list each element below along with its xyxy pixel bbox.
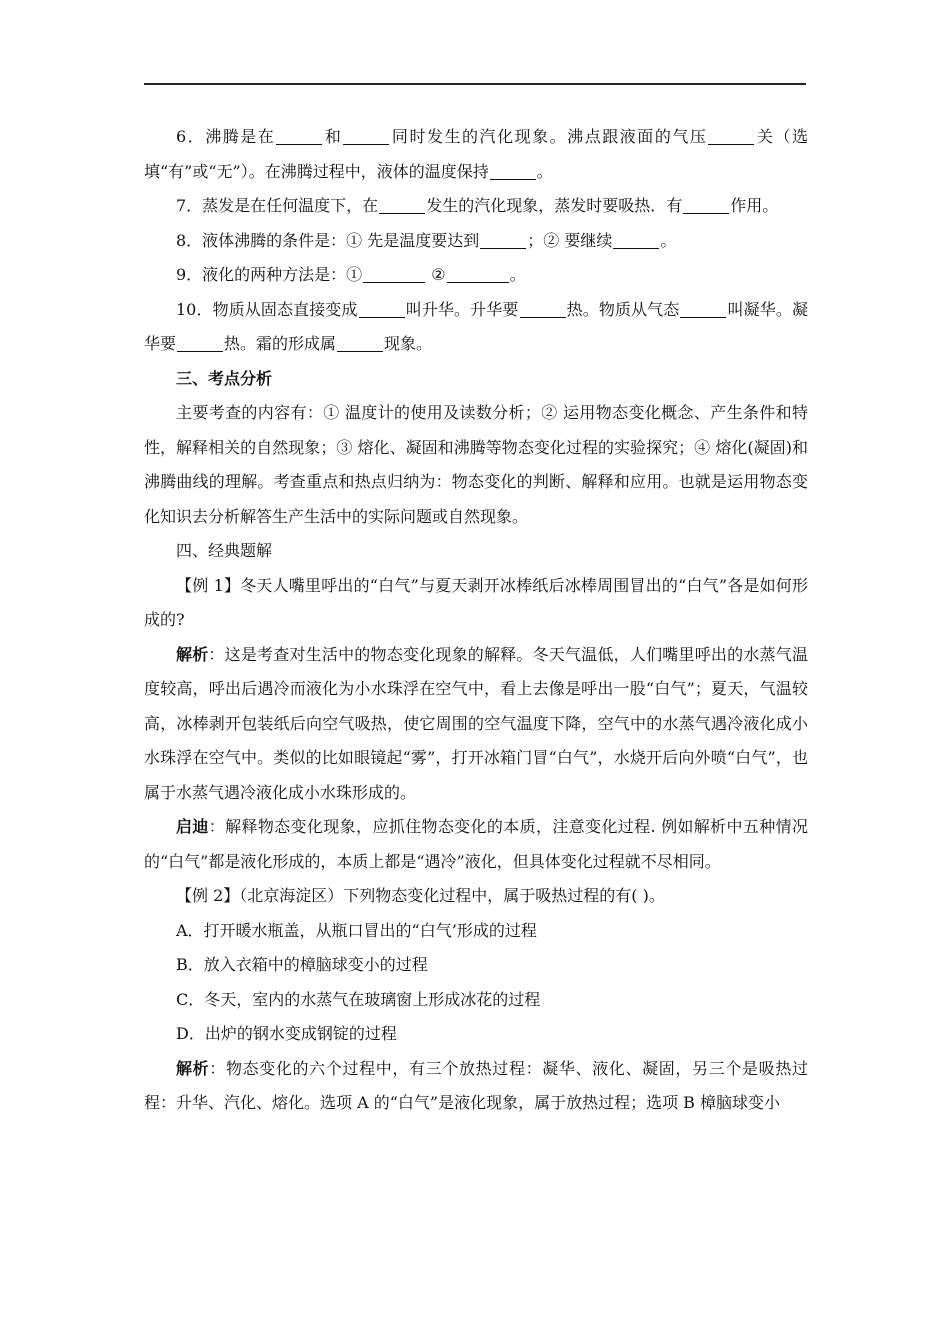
blank	[520, 316, 566, 318]
example-2-question: 【例 2】（北京海淀区）下列物态变化过程中，属于吸热过程的有( )。	[176, 886, 665, 905]
blank	[683, 212, 729, 214]
question-9: 9．液化的两种方法是：① ② 。	[176, 265, 526, 284]
blank	[359, 316, 405, 318]
example-1-question: 【例 1】冬天人嘴里呼出的“白气”与夏天剥开冰棒纸后冰棒周围冒出的“白气”各是如何形成的?	[144, 575, 808, 629]
blank	[343, 143, 389, 145]
option-b: B．放入衣箱中的樟脑球变小的过程	[176, 955, 428, 974]
section-3-body: 主要考查的内容有：① 温度计的使用及读数分析；② 运用物态变化概念、产生条件和特性，解释相关的自然现象；③ 熔化、凝固和沸腾等物态变化过程的实验探究；④ 熔化(凝固)和沸腾曲线的理解。考查重点和热点归纳为：物态变化的判断、解释和应用。也就是运用物态变化知识去分析解答生产生活中的实际问题或自然现象。	[144, 403, 808, 526]
section-3-heading: 三、考点分析	[176, 368, 273, 388]
blank	[708, 143, 754, 145]
header-rule	[144, 83, 806, 85]
blank	[490, 178, 536, 180]
example-2-analysis: 解析：物态变化的六个过程中，有三个放热过程：凝华、液化、凝固，另三个是吸热过程：升华、汽化、熔化。选项 A 的“白气”是液化现象，属于放热过程；选项 B 樟脑球变小	[144, 1058, 808, 1112]
option-c: C．冬天，室内的水蒸气在玻璃窗上形成冰花的过程	[176, 989, 541, 1009]
hint-label: 启迪	[176, 817, 209, 836]
question-6: 6．沸腾是在 和 同时发生的汽化现象。沸点跟液面的气压 关（选填“有”或“无”）。在沸腾过程中，液体的温度保持 。	[144, 127, 808, 181]
blank	[680, 316, 726, 318]
document-body	[144, 120, 808, 1121]
example-1-hint: 启迪：解释物态变化现象，应抓住物态变化的本质，注意变化过程. 例如解析中五种情况的“白气”都是液化形成的，本质上都是“遇冷”液化，但具体变化过程就不尽相同。	[144, 817, 808, 871]
option-d: D．出炉的钢水变成钢锭的过程	[176, 1024, 397, 1043]
blank	[480, 247, 526, 249]
blank	[363, 281, 425, 283]
blank	[177, 350, 223, 352]
blank	[447, 281, 509, 283]
section-4-heading: 四、经典题解	[176, 541, 273, 560]
analysis-label: 解析	[176, 1058, 210, 1078]
question-10: 10．物质从固态直接变成 叫升华。升华要 热。物质从气态 叫凝华。凝华要 热。霜的形成属 现象。	[144, 299, 808, 353]
question-8: 8．液体沸腾的条件是：① 先是温度要达到 ；② 要继续 。	[176, 230, 677, 250]
blank	[613, 247, 659, 249]
analysis-label: 解析	[176, 644, 209, 664]
option-a: A．打开暖水瓶盖，从瓶口冒出的“白气’形成的过程	[176, 920, 537, 940]
example-1-analysis: 解析：这是考查对生活中的物态变化现象的解释。冬天气温低，人们嘴里呼出的水蒸气温度较高，呼出后遇冷而液化为小水珠浮在空气中，看上去像是呼出一股“白气”；夏天，气温较高，冰棒剥开包装纸后向空气吸热，使它周围的空气温度下降，空气中的水蒸气遇冷液化成小水珠浮在空气中。类似的比如眼镜起“雾”，打开冰箱门冒“白气”，水烧开后向外喷“白气”，也属于水蒸气遇冷液化成小水珠形成的。	[144, 644, 808, 802]
blank	[276, 143, 322, 145]
blank	[379, 212, 425, 214]
blank	[337, 350, 383, 352]
question-7: 7．蒸发是在任何温度下，在 发生的汽化现象，蒸发时要吸热．有 作用。	[176, 196, 779, 215]
